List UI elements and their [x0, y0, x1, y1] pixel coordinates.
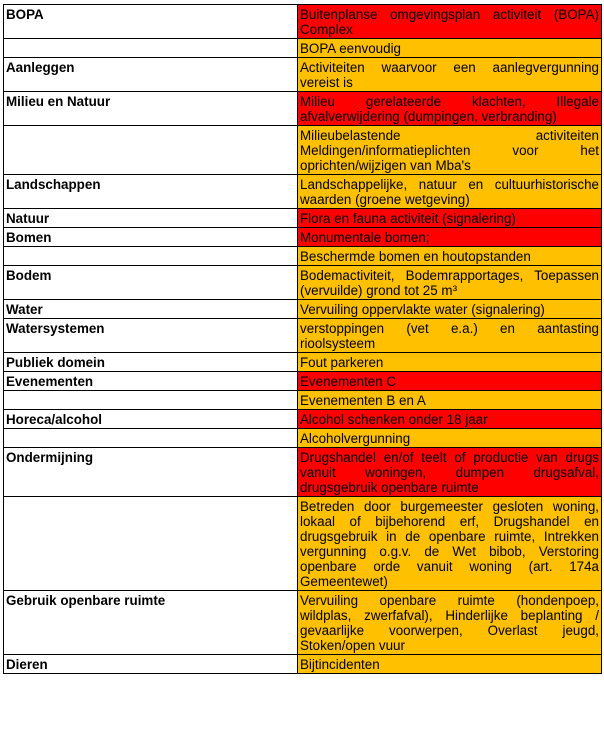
table-row: [4, 92, 602, 126]
table-row: [4, 655, 602, 674]
activity-cell: Milieubelastende activiteiten Meldingen/informatieplichten voor het oprichten/wijzigen van Mba's: [298, 126, 602, 175]
table-row: [4, 448, 602, 497]
activity-cell: Drugshandel en/of teelt of productie van drugs vanuit woningen, dumpen drugsafval, drugsgebruik openbare ruimte: [298, 448, 602, 497]
priority-table: [3, 4, 602, 674]
activity-cell: Buitenplanse omgevingsplan activiteit (BOPA) Complex: [298, 5, 602, 39]
table-row: [4, 300, 602, 319]
category-cell: [4, 391, 298, 410]
activity-cell: Landschappelijke, natuur en cultuurhistorische waarden (groene wetgeving): [298, 175, 602, 209]
category-cell: Horeca/alcohol: [4, 410, 298, 429]
table-row: [4, 209, 602, 228]
activity-cell: Beschermde bomen en houtopstanden: [298, 247, 602, 266]
category-cell: [4, 247, 298, 266]
category-cell: Bodem: [4, 266, 298, 300]
table-row: [4, 391, 602, 410]
category-cell: Evenementen: [4, 372, 298, 391]
category-cell: Publiek domein: [4, 353, 298, 372]
table-row: [4, 126, 602, 175]
activity-cell: Milieu gerelateerde klachten, Illegale afvalverwijdering (dumpingen, verbranding): [298, 92, 602, 126]
category-cell: [4, 429, 298, 448]
table-row: [4, 591, 602, 655]
activity-cell: BOPA eenvoudig: [298, 39, 602, 58]
category-cell: Milieu en Natuur: [4, 92, 298, 126]
activity-cell: Evenementen C: [298, 372, 602, 391]
activity-cell: Vervuiling oppervlakte water (signalering): [298, 300, 602, 319]
category-cell: Ondermijning: [4, 448, 298, 497]
table-row: [4, 319, 602, 353]
activity-cell: Bijtincidenten: [298, 655, 602, 674]
table-row: [4, 410, 602, 429]
priority-table-body: [4, 5, 602, 674]
category-cell: Water: [4, 300, 298, 319]
activity-cell: Alcohol schenken onder 18 jaar: [298, 410, 602, 429]
activity-cell: Flora en fauna activiteit (signalering): [298, 209, 602, 228]
table-row: [4, 175, 602, 209]
table-row: [4, 372, 602, 391]
table-row: [4, 5, 602, 39]
category-cell: [4, 126, 298, 175]
activity-cell: Evenementen B en A: [298, 391, 602, 410]
category-cell: Aanleggen: [4, 58, 298, 92]
activity-cell: verstoppingen (vet e.a.) en aantasting rioolsysteem: [298, 319, 602, 353]
category-cell: Bomen: [4, 228, 298, 247]
category-cell: Watersystemen: [4, 319, 298, 353]
category-cell: Landschappen: [4, 175, 298, 209]
category-cell: BOPA: [4, 5, 298, 39]
category-cell: Gebruik openbare ruimte: [4, 591, 298, 655]
table-row: [4, 228, 602, 247]
table-row: [4, 58, 602, 92]
table-row: [4, 353, 602, 372]
activity-cell: Activiteiten waarvoor een aanlegvergunning vereist is: [298, 58, 602, 92]
table-row: [4, 39, 602, 58]
category-cell: Dieren: [4, 655, 298, 674]
activity-cell: Fout parkeren: [298, 353, 602, 372]
activity-cell: Vervuiling openbare ruimte (hondenpoep, wildplas, zwerfafval), Hinderlijke beplanting / gevaarlijke voorwerpen, Overlast jeugd, Stoken/open vuur: [298, 591, 602, 655]
category-cell: Natuur: [4, 209, 298, 228]
table-row: [4, 266, 602, 300]
category-cell: [4, 39, 298, 58]
table-row: [4, 429, 602, 448]
category-cell: [4, 497, 298, 591]
activity-cell: Betreden door burgemeester gesloten woning, lokaal of bijbehorend erf, Drugshandel en drugsgebruik in de openbare ruimte, Intrekken vergunning o.g.v. de Wet bibob, Verstoring openbare orde vanuit woning (art. 174a Gemeentewet): [298, 497, 602, 591]
table-row: [4, 247, 602, 266]
activity-cell: Alcoholvergunning: [298, 429, 602, 448]
table-row: [4, 497, 602, 591]
activity-cell: Monumentale bomen;: [298, 228, 602, 247]
activity-cell: Bodemactiviteit, Bodemrapportages, Toepassen (vervuilde) grond tot 25 m³: [298, 266, 602, 300]
